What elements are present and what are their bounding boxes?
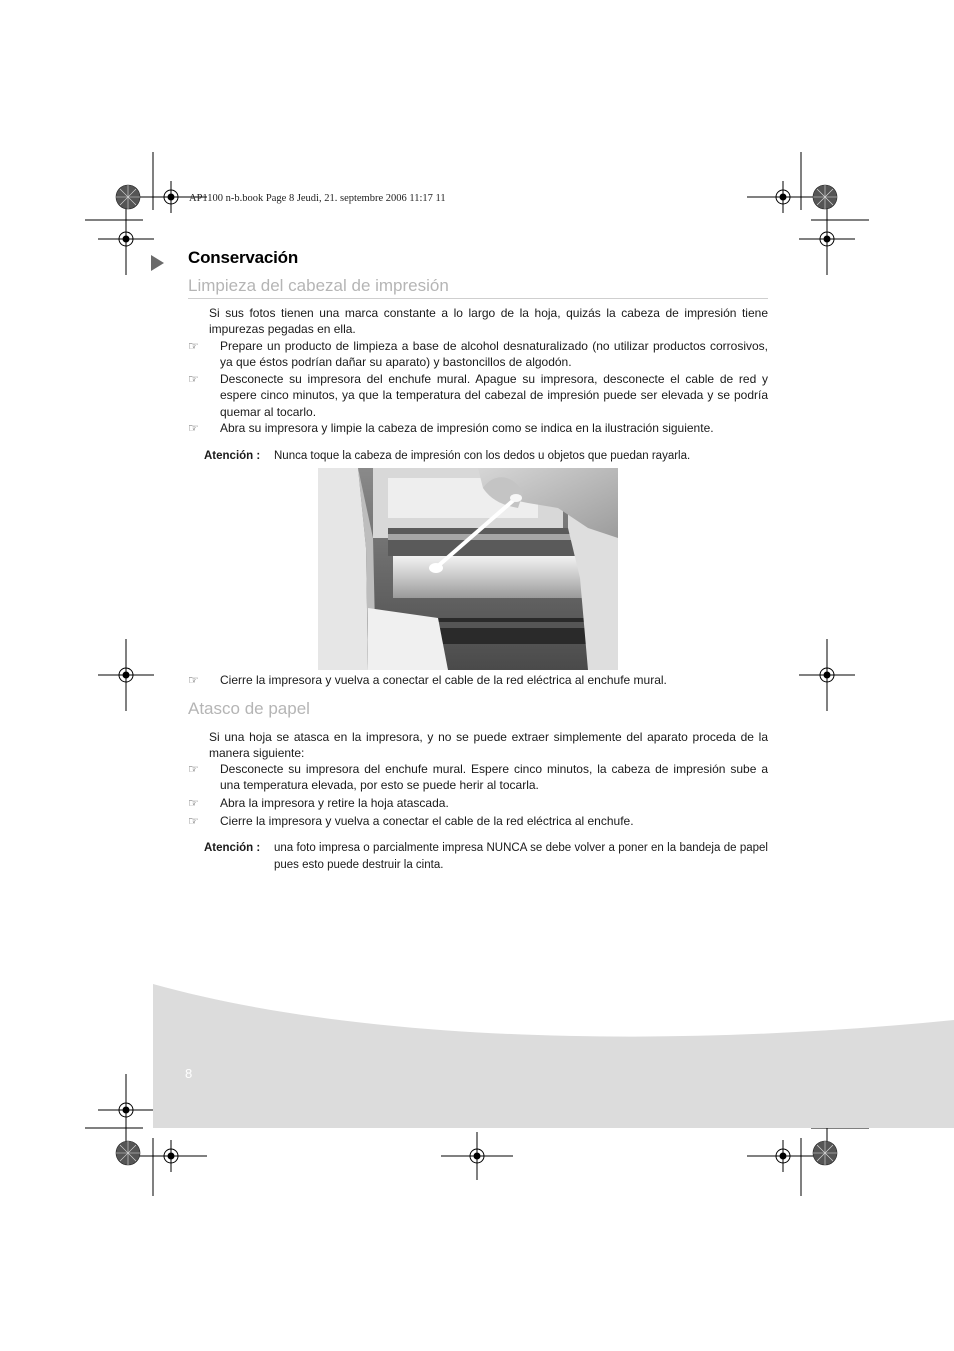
list-item: ☞ Desconecte su impresora del enchufe mural. Apague su impresora, desconecte el cable de red y espere cinco minutos, ya que la temperatura del cabezal de impresión puede ser elevada y se podría quemar al tocarlo. bbox=[188, 372, 768, 419]
note-label: Atención : bbox=[204, 842, 261, 854]
paper-jam-title: Atasco de papel bbox=[188, 699, 310, 718]
printhead-cleaning-photo bbox=[318, 468, 618, 670]
title-divider bbox=[188, 298, 768, 299]
cleaning-title: Limpieza del cabezal de impresión bbox=[188, 276, 449, 295]
print-info-header: AP1100 n-b.book Page 8 Jeudi, 21. septembre 2006 11:17 11 bbox=[189, 193, 446, 204]
pointing-hand-icon: ☞ bbox=[188, 673, 199, 687]
pointing-hand-icon: ☞ bbox=[188, 421, 199, 435]
triangle-right-icon bbox=[151, 255, 164, 271]
list-item: ☞ Desconecte su impresora del enchufe mural. Espere cinco minutos, la cabeza de impresión sube a una temperatura elevada, por esto se puede herir al tocarla. bbox=[188, 762, 768, 793]
paper-jam-intro: Si una hoja se atasca en la impresora, y no se puede extraer simplemente del aparato proceda de la manera siguiente: bbox=[209, 730, 768, 761]
list-item: ☞ Cierre la impresora y vuelva a conectar el cable de la red eléctrica al enchufe mural. bbox=[188, 673, 667, 687]
list-item: ☞ Prepare un producto de limpieza a base de alcohol desnaturalizado (no utilizar productos corrosivos, ya que éstos podrían dañar su aparato) y bastoncillos de algodón. bbox=[188, 339, 768, 370]
cleaning-intro: Si sus fotos tienen una marca constante a lo largo de la hoja, quizás la cabeza de impresión tiene impurezas pegadas en ella. bbox=[209, 306, 768, 337]
pointing-hand-icon: ☞ bbox=[188, 762, 199, 776]
list-item: ☞ Abra su impresora y limpie la cabeza de impresión como se indica en la ilustración siguiente. bbox=[188, 421, 714, 435]
footer-band bbox=[153, 980, 954, 1128]
page-number: 8 bbox=[185, 1066, 193, 1081]
section-title: Conservación bbox=[188, 248, 299, 267]
list-item: ☞ Abra la impresora y retire la hoja atascada. bbox=[188, 796, 449, 810]
list-item: ☞ Cierre la impresora y vuelva a conectar el cable de la red eléctrica al enchufe. bbox=[188, 814, 634, 828]
pointing-hand-icon: ☞ bbox=[188, 796, 199, 810]
note-text: Nunca toque la cabeza de impresión con los dedos u objetos que puedan rayarla. bbox=[274, 450, 691, 462]
pointing-hand-icon: ☞ bbox=[188, 372, 199, 386]
note-label: Atención : bbox=[204, 450, 261, 462]
attention-note bbox=[204, 840, 768, 874]
pointing-hand-icon: ☞ bbox=[188, 814, 199, 828]
pointing-hand-icon: ☞ bbox=[188, 339, 199, 353]
note-text: una foto impresa o parcialmente impresa NUNCA se debe volver a poner en la bandeja de papel pues esto puede destruir la cinta. bbox=[274, 842, 768, 871]
attention-note bbox=[204, 448, 768, 465]
